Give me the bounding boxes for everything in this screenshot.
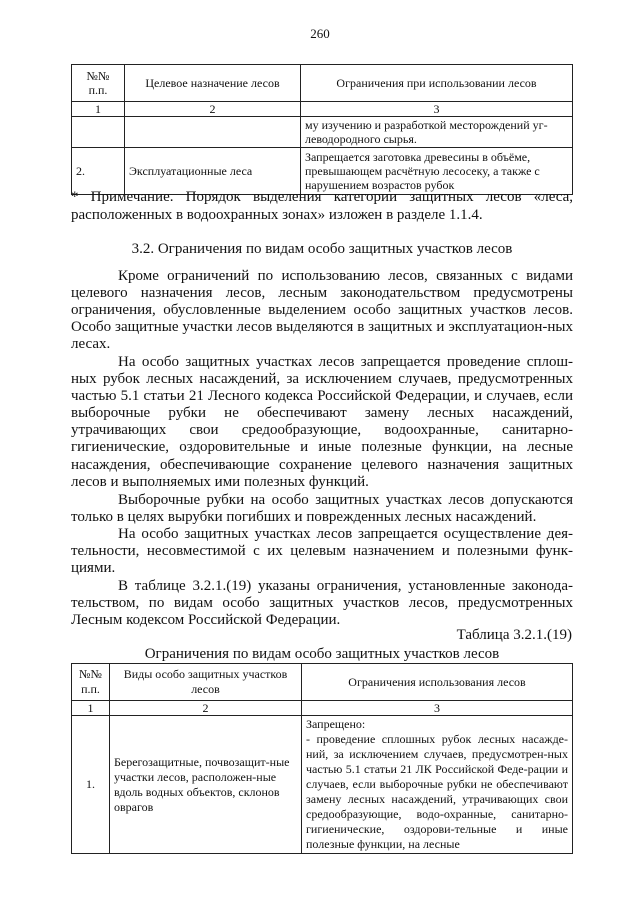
column-number-row <box>72 701 573 716</box>
row-number: 2. <box>72 148 125 195</box>
column-number: 1 <box>72 701 110 716</box>
header-cell: Целевое назначение лесов <box>125 65 301 102</box>
column-number-row <box>72 102 573 117</box>
header-cell: Ограничения использования лесов <box>302 664 573 701</box>
restriction-text: му изучению и разработкой месторождений уг-леводородного сырья. <box>301 117 573 148</box>
restriction-text: Запрещается заготовка древесины в объёме, превышающем расчётную лесосеку, а также с нарушением возрастов рубок <box>301 148 573 195</box>
paragraph: Кроме ограничений по использованию лесов, связанных с видами целевого назначения лесов, лесным законодательством предусмотрены ограничения, обусловленные выделением особо защитных участков лесов. Особо защитные участки лесов выделяются в защитных и эксплуатацион-ных лесах. <box>71 268 573 353</box>
paragraph: Выборочные рубки на особо защитных участках лесов допускаются только в целях вырубки погибших и поврежденных лесных насаждений. <box>71 492 573 526</box>
protected-areas-table <box>71 663 573 854</box>
restriction-cell <box>302 716 573 854</box>
column-number: 3 <box>302 701 573 716</box>
header-cell: №№ п.п. <box>72 664 110 701</box>
header-cell: Виды особо защитных участков лесов <box>110 664 302 701</box>
column-number: 3 <box>301 102 573 117</box>
section-heading: 3.2. Ограничения по видам особо защитных участков лесов <box>131 241 513 257</box>
row-number <box>72 117 125 148</box>
table-header-row <box>72 664 573 701</box>
restriction-text: - проведение сплошных рубок лесных насажде-ний, за исключением случаев, предусмотрен-ных частью 5.1 статьи 21 ЛК Российской Феде-рации и случаев, если выборочные рубки не обеспечивают замену лесных насаждений, утрачивающих свои средообразующие, водо-охранные, санитарно-гигиенические, оздорови-тельные и иные полезные функции, на лесные <box>306 732 568 851</box>
column-number: 2 <box>125 102 301 117</box>
column-number: 1 <box>72 102 125 117</box>
table-number: Таблица 3.2.1.(19) <box>456 627 572 643</box>
column-number: 2 <box>110 701 302 716</box>
header-cell: Ограничения при использовании лесов <box>301 65 573 102</box>
row-number: 1. <box>72 716 110 854</box>
table-row <box>72 117 573 148</box>
table-header-row <box>72 65 573 102</box>
page-number: 260 <box>310 26 330 41</box>
protected-area-type: Берегозащитные, почвозащит-ные участки лесов, расположен-ные вдоль водных объектов, склонов оврагов <box>110 716 302 854</box>
restriction-title: Запрещено: <box>306 717 366 731</box>
footnote: * Примечание. Порядок выделения категории защитных лесов «леса, расположенных в водоохранных зонах» изложен в разделе 1.1.4. <box>71 189 573 223</box>
paragraph: На особо защитных участках лесов запрещается проведение сплош-ных рубок лесных насаждений, за исключением случаев, предусмотренных частью 5.1 статьи 21 Лесного кодекса Российской Федерации, и случаев, если выборочные рубки не обеспечивают замену лесных насаждений, утрачивающих свои средообразующие, водоохранные, санитарно-гигиенические, оздоровительные и иные полезные функции, на лесные насаждения, обеспечивающие сохранение целевого назначения защитных лесов и выполняемых ими полезных функций. <box>71 354 573 490</box>
paragraph: На особо защитных участках лесов запрещается осуществление дея-тельности, несовместимой с их целевым назначением и полезными функ-циями. <box>71 526 573 577</box>
table-row <box>72 716 573 854</box>
paragraph: В таблице 3.2.1.(19) указаны ограничения, установленные законода-тельством, по видам особо защитных участков лесов, предусмотренных Лесным кодексом Российской Федерации. <box>71 578 573 629</box>
table-title: Ограничения по видам особо защитных участков лесов <box>144 646 500 662</box>
forest-purpose <box>125 117 301 148</box>
purpose-restrictions-table <box>71 64 573 195</box>
forest-purpose: Эксплуатационные леса <box>125 148 301 195</box>
header-cell: №№ п.п. <box>72 65 125 102</box>
